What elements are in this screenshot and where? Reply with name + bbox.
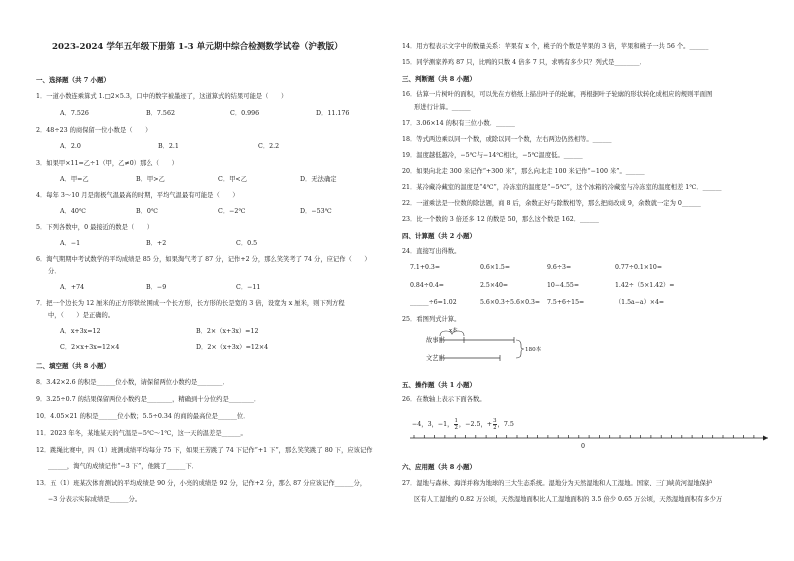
question-19: 19．温度越低越冷，−5℃与−14℃相比，−5℃温度低。______ xyxy=(402,152,583,159)
question-27-cont: 区有人工湿地约 0.82 万公顷，天然湿地面积比人工湿地面积的 3.5 倍少 0.65 万公顷，天然湿地面积有多少万 xyxy=(414,496,723,503)
option: C．0.996 xyxy=(230,110,260,117)
section-heading-apply: 六、应用题（共 8 小题） xyxy=(402,463,477,471)
option: A．x+3x=12 xyxy=(60,328,101,335)
question-20: 20．如果向北走 300 米记作“+300 米”，那么向北走 100 米记作“−100 米”。______ xyxy=(402,168,645,175)
question-14: 14．用方程表示文字中的数量关系：苹果有 x 个，桃子的个数是苹果的 3 倍，苹果和桃子一共 56 个。______ xyxy=(402,43,709,50)
question-10: 10．4.05×21 的积是______位小数；5.5÷0.34 的商的最高位是______位． xyxy=(36,413,250,420)
option: D．无法确定 xyxy=(300,176,337,183)
calc-item: 7.1+0.3= xyxy=(410,264,441,271)
question-7: 7．把一个边长为 12 厘米的正方形铁丝围成一个长方形，长方形的长是宽的 3 倍，设宽为 x 厘米，则下列方程 xyxy=(36,300,345,307)
calc-item: 0.84÷0.4= xyxy=(410,282,444,289)
section-heading-calc: 四、计算题（共 2 小题） xyxy=(402,232,477,240)
calc-item: 0.6×1.5= xyxy=(480,264,511,271)
calc-item: 5.6×0.3÷5.6×0.3= xyxy=(480,299,541,306)
option: D．−53℃ xyxy=(300,208,332,215)
fraction-numerator: 3 xyxy=(493,418,497,424)
option: A．2.0 xyxy=(60,143,81,150)
option: A．7.526 xyxy=(60,110,89,117)
section-heading-choice: 一、选择题（共 7 小题） xyxy=(36,76,111,84)
section-heading-fill: 二、填空题（共 8 小题） xyxy=(36,362,111,370)
question-12: 12．跳绳比赛中，四（1）班测成绩平均每分 75 下，如果王芳跳了 74 下记作“+1 下”，那么笑笑跳了 80 下，应该记作 xyxy=(36,447,373,454)
option: B．2.1 xyxy=(158,143,179,150)
figure-label-story: 故事书 xyxy=(426,337,445,344)
question-7-cont: 中，（ ）是正确的。 xyxy=(48,312,115,319)
number-list-part: −4，3，−1， xyxy=(412,421,454,428)
calc-item: 1.42÷（5×1.42）= xyxy=(615,282,675,289)
figure-label-total: 180本 xyxy=(525,347,542,353)
number-line-zero-label: 0 xyxy=(581,443,586,450)
question-13: 13．五（1）班某次体育测试的平均成绩是 90 分，小亮的成绩是 92 分，记作+2 分，那么 87 分应该记作______分， xyxy=(36,480,367,487)
option: B．2×（x+3x）=12 xyxy=(196,328,259,335)
calc-item: 9.6÷3= xyxy=(547,264,572,271)
question-24: 24．直接写出得数。 xyxy=(402,248,461,255)
option: A．40℃ xyxy=(60,208,86,215)
option: C．0.5 xyxy=(236,240,258,247)
question-1: 1．一道小数连乘算式 1.□2×5.3，口中的数字被墨迹了，这道算式的结果可能是（ ） xyxy=(36,93,288,100)
question-5: 5．下列各数中，0 最接近的数是（ ） xyxy=(36,224,154,231)
option: D．11.176 xyxy=(316,110,350,117)
question-25: 25．看图列式计算。 xyxy=(402,316,461,323)
option: B．甲>乙 xyxy=(136,176,165,183)
calc-item: 7.5+6÷15= xyxy=(547,299,585,306)
option: A．−1 xyxy=(60,240,81,247)
question-16: 16．估算一片树叶的面积，可以先在方格纸上描出叶子的轮廓，再根据叶子轮廓的形状转化成相应的规则平面图 xyxy=(402,91,713,98)
question-11: 11．2023 年冬，某地某天的气温是−5℃～1℃，这一天的温差是______。 xyxy=(36,430,247,437)
calc-item: 10−4.55= xyxy=(547,282,580,289)
option: D．2×（x+3x）=12×4 xyxy=(196,344,269,351)
option: B．+2 xyxy=(146,240,167,247)
option: B．7.562 xyxy=(146,110,175,117)
calc-item: （1.5a−a）×4= xyxy=(615,299,665,306)
question-16-cont: 形进行计算。______ xyxy=(414,104,471,111)
option: A．甲=乙 xyxy=(60,176,89,183)
question-2: 2．48÷23 的商保留一位小数是（ ） xyxy=(36,127,152,134)
question-22: 22．一道乘法是一位数的除法题，商 8 后，余数正好与除数相等，那么把商改成 9，余数就一定为 0______ xyxy=(402,200,701,207)
question-6: 6．淘气期期中考试数学的平均成绩是 85 分，如果淘气考了 87 分，记作+2 分，那么笑笑考了 74 分，应记作（ ） xyxy=(36,256,371,263)
fraction-denominator: 2 xyxy=(493,425,497,431)
question-4: 4．每年 3～10 月是南极气温最高的时期，平均气温最有可能是（ ） xyxy=(36,192,239,199)
section-heading-operate: 五、操作题（共 1 小题） xyxy=(402,381,477,389)
option: B．−9 xyxy=(146,284,167,291)
question-26: 26．在数轴上表示下面各数。 xyxy=(402,396,486,403)
question-6-cont: 分． xyxy=(48,268,61,275)
option: C．−11 xyxy=(236,284,261,291)
number-line-arrow xyxy=(763,436,768,441)
fraction-denominator: 2 xyxy=(454,425,458,431)
number-list-part: ，−2.5，+ xyxy=(458,421,493,428)
number-list-part: ，7.5 xyxy=(497,421,514,428)
option: C．2×x+3x=12×4 xyxy=(60,344,120,351)
question-12-cont: ______，淘气的成绩记作“−3 下”，他跳了______下． xyxy=(48,463,198,470)
question-27: 27．湿地与森林、海洋并称为地球的三大生态系统。湿地分为天然湿地和人工湿地。国家、三门峡黄河湿地保护 xyxy=(402,480,713,487)
page-title: 2023-2024 学年五年级下册第 1-3 单元期中综合检测数学试卷（沪教版） xyxy=(52,42,343,52)
figure-label-art: 文艺书 xyxy=(426,355,445,362)
option: B．0℃ xyxy=(136,208,158,215)
question-15: 15．同学测家养鸡 87 只，比鸭的只数 4 倍多 7 只，求鸭有多少只？列式是________． xyxy=(402,59,646,66)
option: A．+74 xyxy=(60,284,85,291)
option: C．−2℃ xyxy=(218,208,246,215)
option: C．甲<乙 xyxy=(218,176,247,183)
question-23: 23．比一个数的 3 倍还多 12 的数是 50，那么这个数是 162．______ xyxy=(402,216,599,223)
question-13-cont: −3 分表示实际成绩是______分。 xyxy=(48,496,142,503)
figure-label-x: x本 xyxy=(449,328,458,334)
question-21: 21．某冷藏冷藏室的温度是“4℃”，冷冻室的温度是“−5℃”，这个冰箱的冷藏室与冷冻室的温度相差 1℃．______ xyxy=(402,184,722,191)
section-heading-judge: 三、判断题（共 8 小题） xyxy=(402,75,477,83)
calc-item: 2.5×40= xyxy=(480,282,509,289)
question-17: 17．3.06×14 的积有三位小数．______ xyxy=(402,120,515,127)
question-8: 8．3.42×2.6 的积是______位小数，请保留两位小数约是________． xyxy=(36,379,229,386)
fraction-numerator: 1 xyxy=(454,418,458,424)
calc-item: ______÷6=1.02 xyxy=(410,299,457,306)
calc-item: 0.77÷0.1×10= xyxy=(615,264,663,271)
question-18: 18．等式两边乘以同一个数，或除以同一个数，左右两边仍然相等。______ xyxy=(402,136,612,143)
option: C．2.2 xyxy=(258,143,280,150)
question-3: 3．如果甲×11=乙÷1（甲，乙≠0）那么（ ） xyxy=(36,160,178,167)
question-9: 9．3.25÷0.7 的结果保留两位小数约是________，精确到十分位约是________． xyxy=(36,396,261,403)
